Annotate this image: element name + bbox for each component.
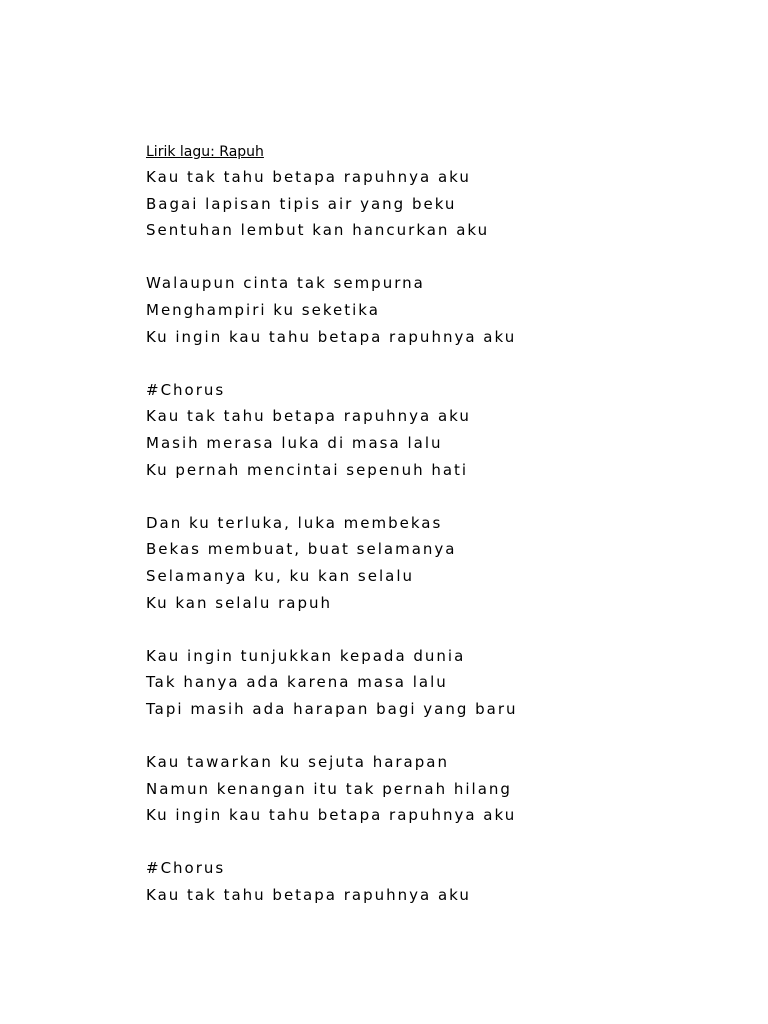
stanza [146, 510, 726, 616]
lyric-line: Masih merasa luka di masa lalu [146, 433, 443, 452]
lyric-line: Selamanya ku, ku kan selalu [146, 566, 414, 585]
stanza-gap [146, 350, 726, 377]
stanza-gap [146, 722, 726, 749]
stanza [146, 643, 726, 723]
lyric-line: Kau tak tahu betapa rapuhnya aku [146, 168, 471, 186]
lyric-line: Kau tak tahu betapa rapuhnya aku [146, 886, 471, 905]
lyric-line: Sentuhan lembut kan hancurkan aku [146, 221, 490, 240]
stanza [146, 270, 726, 350]
lyric-line: Dan ku terluka, luka membekas [146, 513, 443, 532]
stanza [146, 164, 726, 244]
chorus-marker: #Chorus [146, 380, 226, 399]
stanza [146, 855, 726, 908]
lyric-line: Tak hanya ada karena masa lalu [146, 673, 448, 692]
stanza-gap [146, 483, 726, 510]
document-title: Lirik lagu: Rapuh [146, 144, 264, 160]
lyric-line: Namun kenangan itu tak pernah hilang [146, 779, 512, 798]
lyric-line: Ku ingin kau tahu betapa rapuhnya aku [146, 806, 517, 825]
stanza-gap [146, 244, 726, 271]
lyrics-document [146, 140, 726, 909]
lyric-line: Bekas membuat, buat selamanya [146, 540, 457, 559]
stanza [146, 377, 726, 483]
lyric-line: Bagai lapisan tipis air yang beku [146, 194, 457, 213]
lyric-line: Ku pernah mencintai sepenuh hati [146, 460, 469, 479]
lyric-line: Walaupun cinta tak sempurna [146, 274, 425, 293]
chorus-marker: #Chorus [146, 859, 226, 878]
stanza [146, 749, 726, 829]
lyric-line: Kau tawarkan ku sejuta harapan [146, 753, 449, 772]
lyric-line: Tapi masih ada harapan bagi yang baru [146, 699, 518, 718]
lyric-line: Kau ingin tunjukkan kepada dunia [146, 646, 466, 665]
lyric-line: Ku ingin kau tahu betapa rapuhnya aku [146, 327, 517, 346]
lyric-line: Menghampiri ku seketika [146, 300, 380, 319]
lyric-line: Ku kan selalu rapuh [146, 593, 332, 612]
stanza-gap [146, 829, 726, 856]
lyric-line: Kau tak tahu betapa rapuhnya aku [146, 407, 471, 426]
stanza-gap [146, 616, 726, 643]
